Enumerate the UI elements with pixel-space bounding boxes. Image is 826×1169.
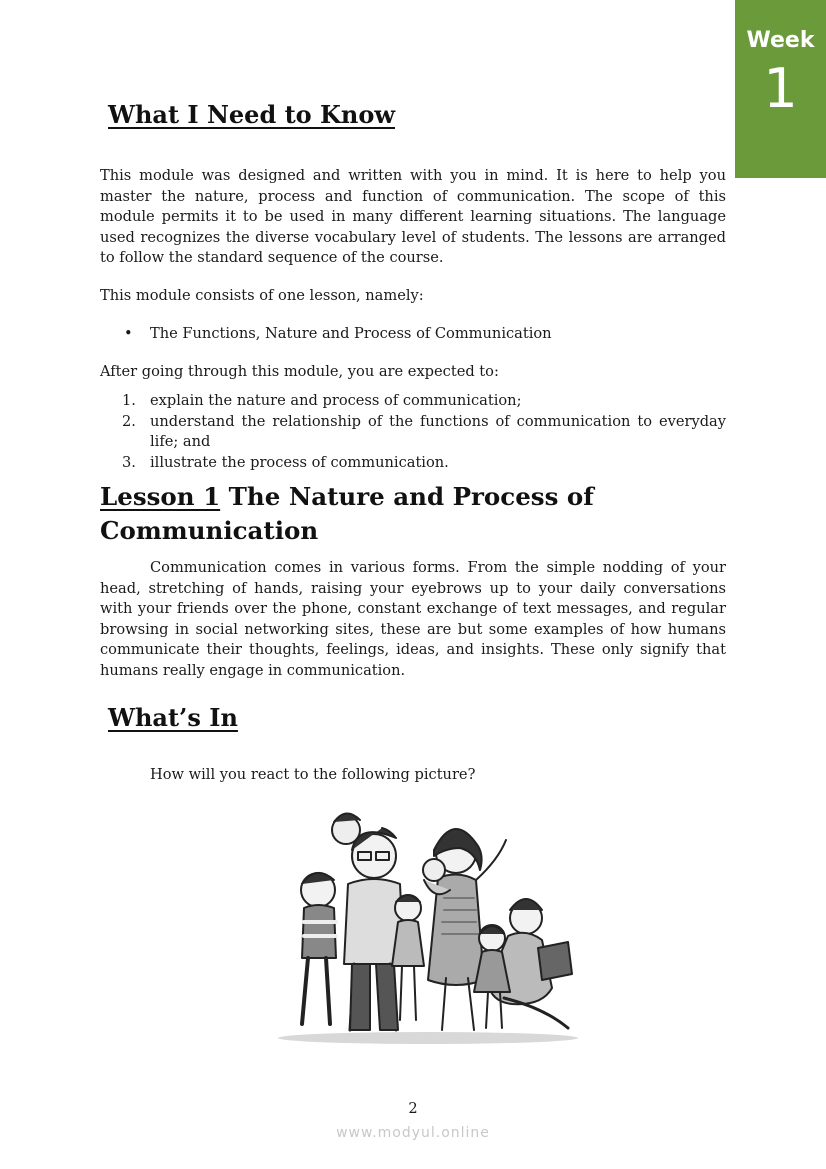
lesson-tag: Lesson 1 [100,482,221,511]
objectives-list [122,391,726,473]
little-girl-figure [474,925,510,1028]
lesson-title [100,480,700,548]
watermark: www.modyul.online [336,1125,490,1141]
father-figure [332,813,404,1030]
expected-text: After going through this module, you are expected to: [100,363,499,380]
list-text: understand the relationship of the functions of communication to everyday life; and [150,412,726,451]
list-item: • The Functions, Nature and Process of Communication [124,324,552,345]
week-number: 1 [763,57,798,120]
list-number: 2. [122,412,136,430]
lesson-title-text: The Nature and Process of Communication [100,482,594,545]
family-illustration [268,798,578,1046]
list-number: 1. [122,392,136,409]
list-text: explain the nature and process of communication; [150,392,522,409]
boy-figure [301,873,336,1024]
week-label: Week [746,28,815,53]
lesson-list [124,324,552,345]
lesson-body-paragraph: Communication comes in various forms. From the simple nodding of your head, stretching of hands, raising your eyebrows up to your daily conversations with your friends over the phone, constant exchange of text messages, and regular browsing in social networking sites, these are but some examples of how humans communicate their thoughts, feelings, ideas, and insights. These only signify that humans really engage in communication. [100,559,726,679]
heading-whats-in: What’s In [108,703,238,732]
heading-what-i-need-to-know: What I Need to Know [108,100,396,129]
intro-paragraph: This module was designed and written with you in mind. It is here to help you master the nature, process and function of communication. The scope of this module permits it to be used in many different learning situations. The language used recognizes the diverse vocabulary level of students. The lessons are arranged to follow the standard sequence of the course. [100,167,726,267]
list-item [122,391,726,412]
module-consists-text: This module consists of one lesson, namely: [100,287,424,304]
list-text: illustrate the process of communication. [150,453,449,471]
picture-prompt: How will you react to the following picture? [150,766,476,783]
list-number: 3. [122,453,136,471]
page-number: 2 [408,1100,418,1117]
list-item [122,453,726,474]
week-tab [735,0,826,178]
list-item [122,412,726,453]
